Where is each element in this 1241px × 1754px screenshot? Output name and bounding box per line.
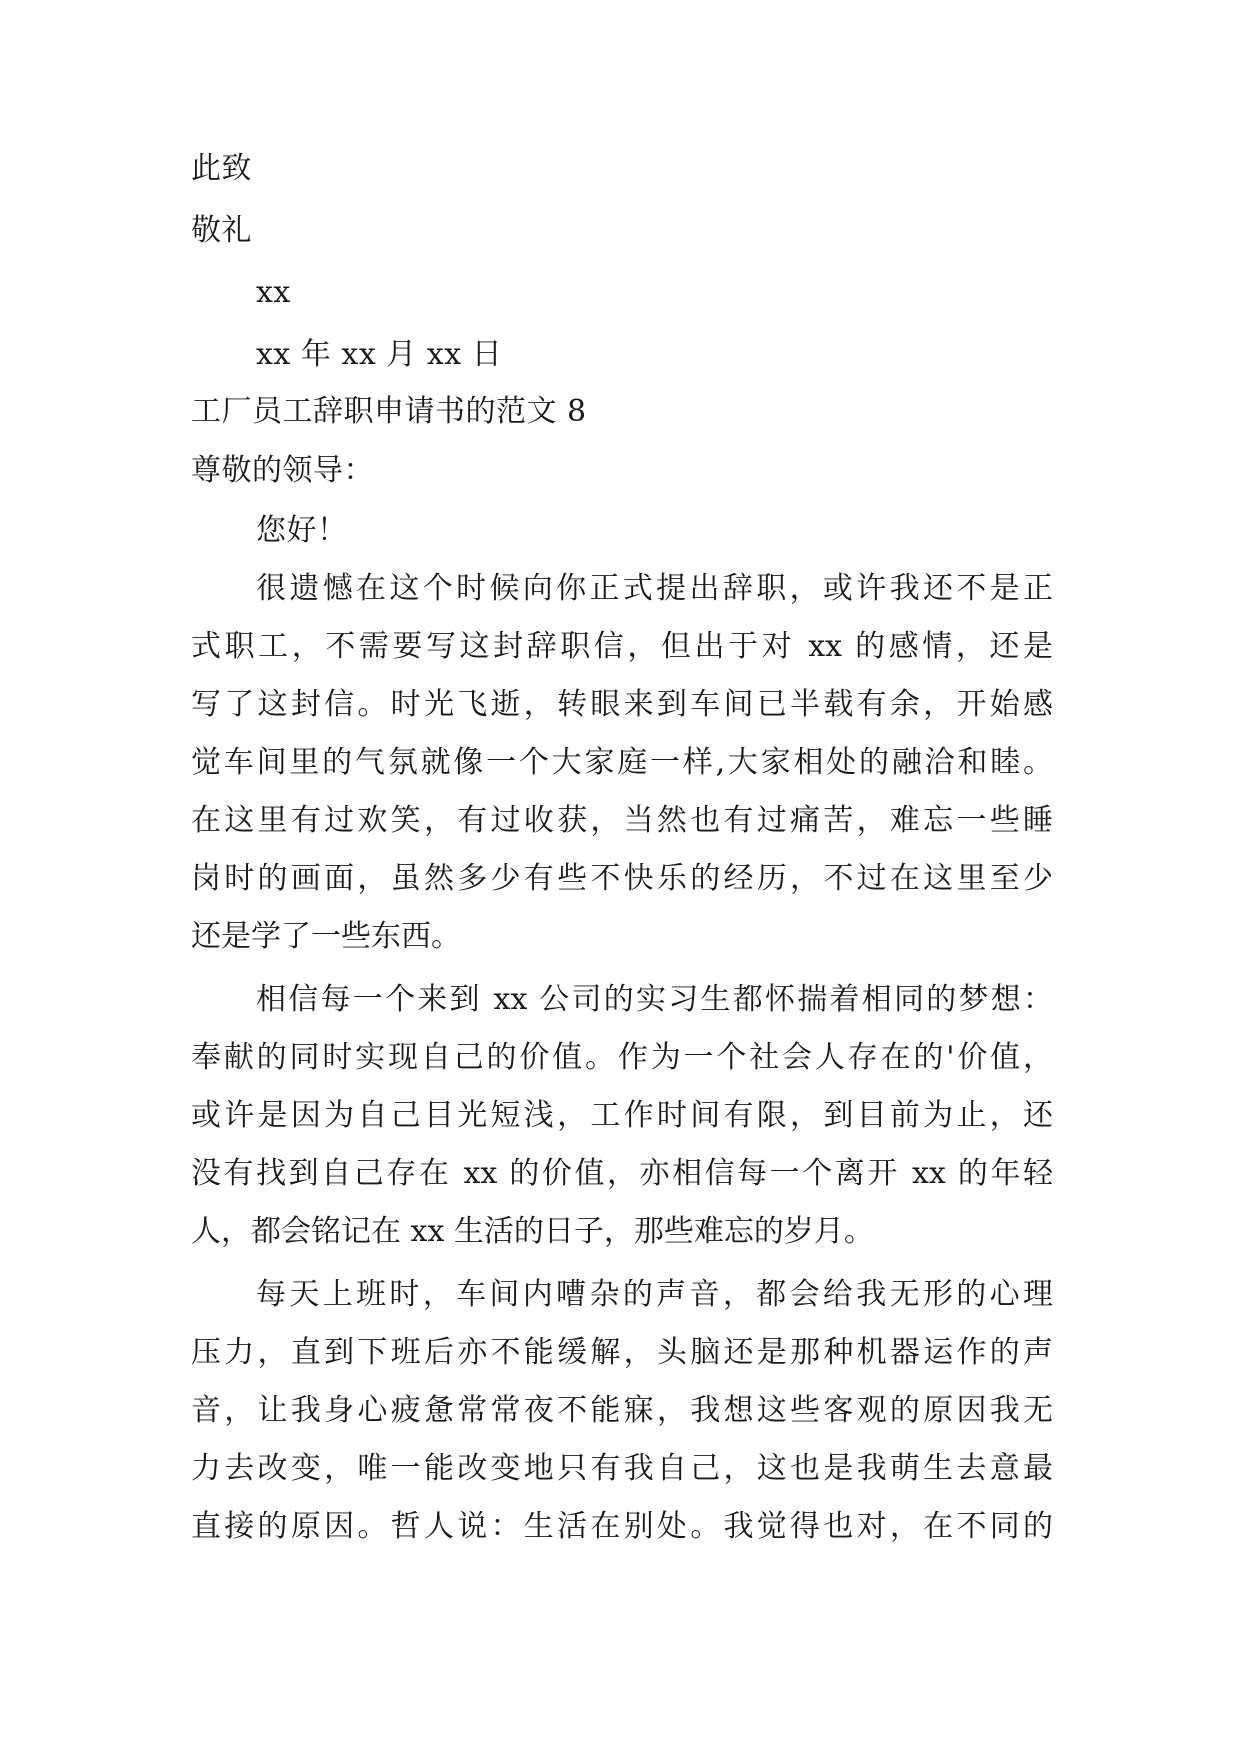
paragraph-1-line: 写了这封信。时光飞逝，转眼来到车间已半载有余，开始感 bbox=[191, 687, 1053, 722]
paragraph-2-line: 人，都会铭记在 xx 生活的日子，那些难忘的岁月。 bbox=[191, 1214, 874, 1249]
paragraph-3-line: 直接的原因。哲人说：生活在别处。我觉得也对，在不同的 bbox=[191, 1509, 1053, 1544]
paragraph-3-line: 每天上班时，车间内嘈杂的声音，都会给我无形的心理 bbox=[256, 1277, 1053, 1312]
paragraph-1-line: 式职工，不需要写这封辞职信，但出于对 xx 的感情，还是 bbox=[191, 629, 1053, 664]
paragraph-2-line: 奉献的同时实现自己的价值。作为一个社会人存在的'价值， bbox=[191, 1040, 1053, 1075]
paragraph-2-line: 没有找到自己存在 xx 的价值，亦相信每一个离开 xx 的年轻 bbox=[191, 1156, 1053, 1191]
paragraph-3-line: 音，让我身心疲惫常常夜不能寐，我想这些客观的原因我无 bbox=[191, 1393, 1053, 1428]
paragraph-1-line: 还是学了一些东西。 bbox=[191, 919, 461, 954]
closing-regards: 敬礼 bbox=[191, 213, 252, 248]
paragraph-1-line: 很遗憾在这个时候向你正式提出辞职，或许我还不是正 bbox=[256, 571, 1053, 606]
paragraph-1-line: 觉车间里的气氛就像一个大家庭一样,大家相处的融洽和睦。 bbox=[191, 745, 1053, 780]
greeting: 您好！ bbox=[256, 513, 348, 548]
paragraph-3-line: 压力，直到下班后亦不能缓解，头脑还是那种机器运作的声 bbox=[191, 1335, 1053, 1370]
closing-salutation: 此致 bbox=[191, 151, 252, 186]
paragraph-2-line: 或许是因为自己目光短浅，工作时间有限，到目前为止，还 bbox=[191, 1098, 1053, 1133]
addressee: 尊敬的领导： bbox=[191, 453, 374, 488]
section-title: 工厂员工辞职申请书的范文 8 bbox=[191, 394, 587, 429]
paragraph-2-line: 相信每一个来到 xx 公司的实习生都怀揣着相同的梦想： bbox=[256, 982, 1053, 1017]
signature: xx bbox=[256, 275, 291, 310]
paragraph-1-line: 岗时的画面，虽然多少有些不快乐的经历，不过在这里至少 bbox=[191, 861, 1053, 896]
date: xx 年 xx 月 xx 日 bbox=[256, 337, 503, 372]
paragraph-3-line: 力去改变，唯一能改变地只有我自己，这也是我萌生去意最 bbox=[191, 1451, 1053, 1486]
paragraph-1-line: 在这里有过欢笑，有过收获，当然也有过痛苦，难忘一些睡 bbox=[191, 803, 1053, 838]
